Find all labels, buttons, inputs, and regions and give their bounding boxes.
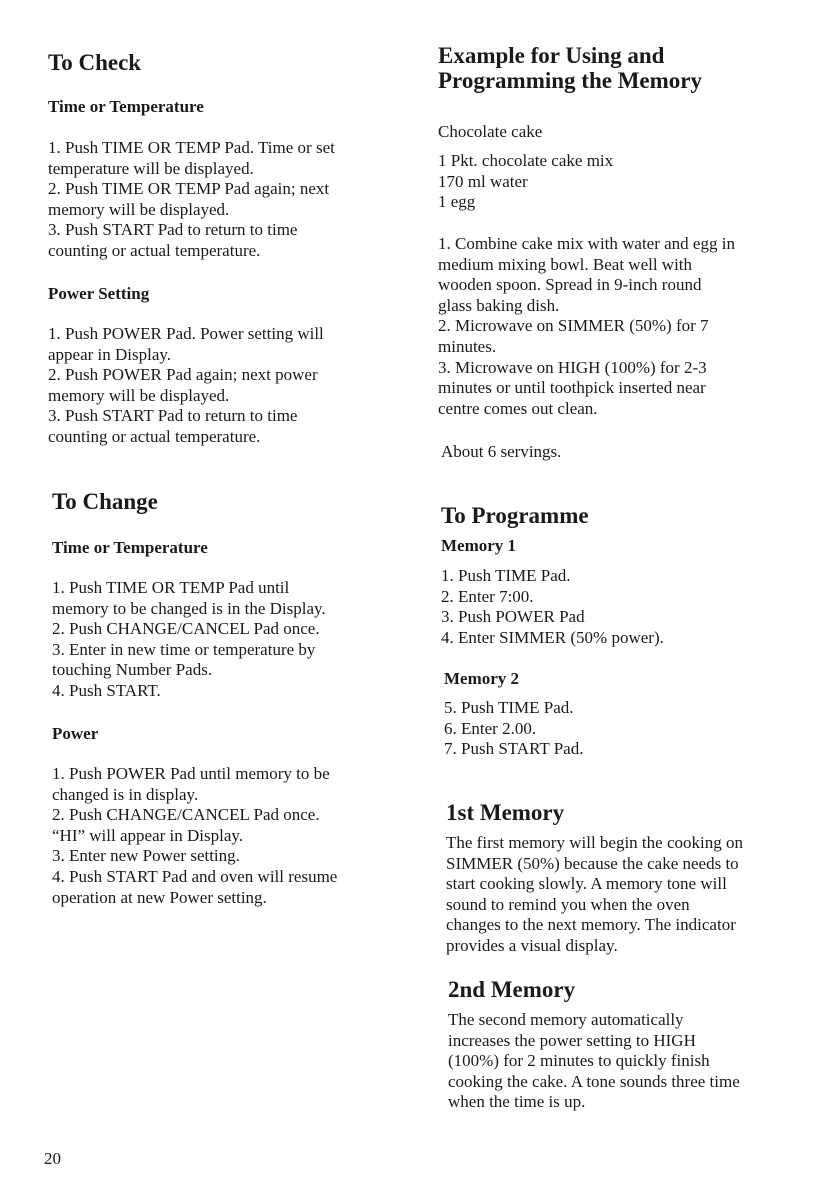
example-title-line2: Programming the Memory (438, 68, 702, 93)
check-power-heading: Power Setting (48, 284, 150, 303)
check-power-steps: 1. Push POWER Pad. Power setting will appear in Display. 2. Push POWER Pad again; next power memory will be displayed. 3. Push START Pad to return to time counting or actual temperature. (48, 324, 324, 446)
to-programme-title: To Programme (441, 503, 589, 528)
example-title-line1: Example for Using and (438, 43, 665, 68)
memory1-heading: Memory 1 (441, 536, 517, 555)
change-time-temp-heading: Time or Temperature (52, 538, 208, 557)
change-power-steps: 1. Push POWER Pad until memory to be changed is in display. 2. Push CHANGE/CANCEL Pad once. “HI” will appear in Display. 3. Enter new Power setting. 4. Push START Pad and oven will resume operation at new Power setting. (52, 764, 338, 907)
check-time-temp-heading: Time or Temperature (48, 97, 204, 116)
second-memory-title: 2nd Memory (448, 977, 576, 1002)
second-memory-text: The second memory automatically increases the power setting to HIGH (100%) for 2 minutes to quickly finish cooking the cake. A tone sounds three time when the time is up. (448, 1010, 740, 1112)
change-time-temp-steps: 1. Push TIME OR TEMP Pad until memory to be changed is in the Display. 2. Push CHANGE/CANCEL Pad once. 3. Enter in new time or temperature by touching Number Pads. 4. Push START. (52, 578, 326, 700)
recipe-method: 1. Combine cake mix with water and egg in medium mixing bowl. Beat well with wooden spoon. Spread in 9-inch round glass baking dish. 2. Microwave on SIMMER (50%) for 7 minutes. 3. Microwave on HIGH (100%) for 2-3 minutes or until toothpick inserted near centre comes out clean. (438, 234, 735, 418)
recipe-name: Chocolate cake (438, 122, 543, 141)
check-time-temp-steps: 1. Push TIME OR TEMP Pad. Time or set temperature will be displayed. 2. Push TIME OR TEMP Pad again; next memory will be displayed. 3. Push START Pad to return to time counting or actual temperature. (48, 138, 335, 260)
page-number: 20 (44, 1149, 61, 1168)
memory2-steps: 5. Push TIME Pad. 6. Enter 2.00. 7. Push START Pad. (444, 698, 584, 759)
change-power-heading: Power (52, 724, 99, 743)
first-memory-title: 1st Memory (446, 800, 565, 825)
memory1-steps: 1. Push TIME Pad. 2. Enter 7:00. 3. Push POWER Pad 4. Enter SIMMER (50% power). (441, 566, 664, 647)
to-change-title: To Change (52, 489, 158, 514)
recipe-servings: About 6 servings. (441, 442, 562, 461)
recipe-ingredients: 1 Pkt. chocolate cake mix 170 ml water 1 egg (438, 151, 614, 212)
memory2-heading: Memory 2 (444, 669, 520, 688)
first-memory-text: The first memory will begin the cooking on SIMMER (50%) because the cake needs to start cooking slowly. A memory tone will sound to remind you when the oven changes to the next memory. The indicator provides a visual display. (446, 833, 743, 955)
to-check-title: To Check (48, 50, 142, 75)
